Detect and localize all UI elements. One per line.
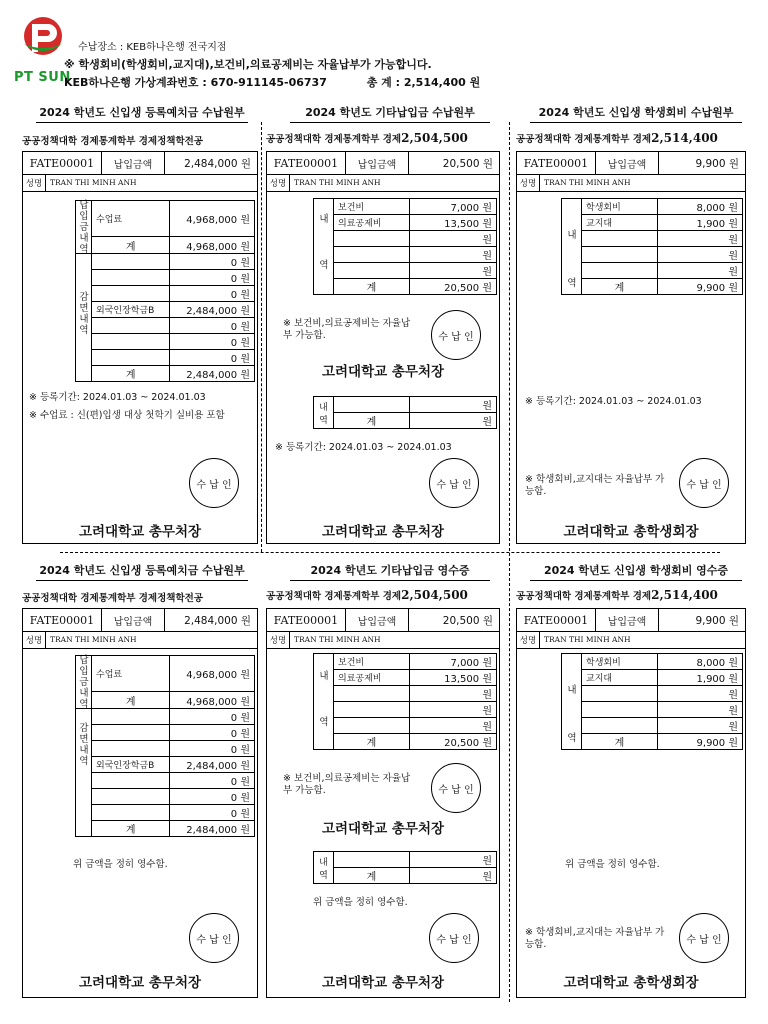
pay-label: 납입금액 — [346, 609, 409, 631]
cut-line-vertical — [509, 122, 510, 1002]
item-amount: 원 — [658, 231, 743, 247]
total-label: 계 — [334, 868, 410, 884]
table-row — [562, 734, 743, 750]
nae-label: 내 — [567, 685, 577, 696]
item-label: 의료공제비 — [334, 670, 410, 686]
period-note: ※ 등록기간: 2024.01.03 ~ 2024.01.03 — [275, 442, 452, 453]
department — [516, 131, 752, 145]
table-row — [562, 215, 743, 231]
item-label: 의료공제비 — [334, 215, 410, 231]
table-row — [314, 654, 497, 670]
name-row — [267, 174, 499, 192]
nae-label: 내 — [567, 230, 577, 241]
tuition-slip-box — [22, 151, 258, 544]
section-title: 2024 학년도 신입생 등록예치금 수납원부 — [36, 562, 248, 581]
total-label: 계 — [582, 279, 658, 295]
council-fees-table — [561, 198, 743, 295]
item-amount: 13,500 원 — [410, 670, 497, 686]
table-row — [76, 709, 255, 725]
student-name: TRAN THI MINH ANH — [544, 178, 631, 187]
office-signature: 고려대학교 총학생회장 — [563, 975, 699, 991]
item-amount: 원 — [410, 263, 497, 279]
subtotal-label: 계 — [92, 237, 170, 254]
section-title: 2024 학년도 기타납입금 수납원부 — [290, 104, 490, 123]
total-label: 계 — [92, 821, 170, 837]
table-row — [76, 302, 255, 318]
napip-label: 납입금내역 — [79, 200, 89, 255]
name-label: 성명 — [23, 174, 46, 191]
table-row — [562, 247, 743, 263]
id-row — [517, 609, 745, 632]
section-title: 2024 학년도 신입생 학생회비 영수증 — [530, 562, 742, 581]
table-row — [562, 718, 743, 734]
department-total: 2,514,400 — [651, 588, 718, 602]
table-row — [314, 852, 497, 868]
student-name: TRAN THI MINH ANH — [544, 635, 631, 644]
table-row — [314, 734, 497, 750]
table-row — [314, 279, 497, 295]
stamp: 수 납 인 — [189, 458, 239, 508]
department — [266, 131, 502, 145]
item-amount: 원 — [658, 686, 743, 702]
pay-label: 납입금액 — [596, 609, 659, 631]
subtotal-amount: 4,968,000 원 — [170, 692, 255, 709]
table-row — [76, 773, 255, 789]
student-name: TRAN THI MINH ANH — [50, 178, 137, 187]
department — [266, 588, 502, 602]
item-amount: 0 원 — [170, 254, 255, 270]
table-row — [562, 199, 743, 215]
total-amount: 2,484,000 원 — [170, 821, 255, 837]
item-amount: 0 원 — [170, 741, 255, 757]
table-row — [562, 231, 743, 247]
name-label: 성명 — [517, 174, 540, 191]
department — [516, 588, 752, 602]
item-amount: 0 원 — [170, 270, 255, 286]
stamp: 수 납 인 — [189, 913, 239, 963]
yeok-label: 역 — [319, 717, 329, 728]
name-row — [23, 174, 257, 192]
item-amount: 2,484,000 원 — [170, 302, 255, 318]
student-council-receipt-box — [516, 608, 746, 998]
section-title: 2024 학년도 신입생 학생회비 수납원부 — [530, 104, 742, 123]
name-row — [23, 631, 257, 649]
item-label: 교지대 — [582, 215, 658, 231]
other-fees-table — [313, 198, 497, 295]
student-id: FATE00001 — [23, 152, 102, 174]
table-row — [314, 231, 497, 247]
item-amount: 0 원 — [170, 805, 255, 821]
item-amount: 1,900 원 — [658, 670, 743, 686]
item-label: 교지대 — [582, 670, 658, 686]
stamp: 수 납 인 — [431, 763, 481, 813]
nae-label: 내 — [319, 214, 329, 225]
item-amount: 1,900 원 — [658, 215, 743, 231]
logo-text: PT SUN — [14, 70, 71, 85]
id-row — [267, 152, 499, 175]
item-amount: 0 원 — [170, 773, 255, 789]
table-row — [314, 199, 497, 215]
item-amount: 원 — [410, 247, 497, 263]
table-row — [314, 686, 497, 702]
total-amount: 9,900 원 — [658, 734, 743, 750]
table-row — [314, 413, 497, 429]
item-amount: 0 원 — [170, 789, 255, 805]
table-row — [562, 702, 743, 718]
total-amount: 20,500 원 — [410, 279, 497, 295]
gamyeon-label: 감면내역 — [79, 292, 89, 336]
optional-note: ※ 보건비,의료공제비는 자율납부 가능함. — [283, 318, 411, 341]
other-fees-slip-box — [266, 151, 500, 544]
item-amount: 0 원 — [170, 350, 255, 366]
pt-sun-logo-icon — [18, 14, 68, 58]
stamp: 수 납 인 — [429, 458, 479, 508]
table-row — [76, 350, 255, 366]
table-row — [314, 702, 497, 718]
tuition-items-table — [75, 200, 255, 382]
yeok-label: 역 — [567, 733, 577, 744]
other-fees-table — [313, 653, 497, 750]
receipt-text: 위 금액을 정히 영수함. — [73, 859, 168, 870]
id-row — [517, 152, 745, 175]
office-signature: 고려대학교 총무처장 — [321, 364, 445, 380]
item-amount: 4,968,000 원 — [170, 656, 255, 692]
name-label: 성명 — [267, 631, 290, 648]
table-row — [562, 279, 743, 295]
department: 공공정책대학 경제통계학부 경제정책학전공 — [22, 136, 203, 147]
name-label: 성명 — [517, 631, 540, 648]
item-label: 외국인장학금B — [92, 302, 170, 318]
table-row — [76, 366, 255, 382]
stamp: 수 납 인 — [679, 458, 729, 508]
item-amount: 원 — [410, 413, 497, 429]
table-row — [562, 686, 743, 702]
table-row — [76, 789, 255, 805]
stamp: 수 납 인 — [679, 913, 729, 963]
table-row — [76, 201, 255, 237]
item-label: 보건비 — [334, 654, 410, 670]
office-signature: 고려대학교 총학생회장 — [563, 524, 699, 540]
office-signature: 고려대학교 총무처장 — [78, 524, 202, 540]
stamp: 수 납 인 — [431, 310, 481, 360]
pay-amount: 2,484,000 원 — [184, 614, 251, 627]
department-name: 공공정책대학 경제통계학부 경제 — [266, 134, 402, 145]
item-amount: 원 — [658, 247, 743, 263]
total-label: 계 — [582, 734, 658, 750]
item-amount: 원 — [410, 702, 497, 718]
department: 공공정책대학 경제통계학부 경제정책학전공 — [22, 593, 203, 604]
department-total: 2,504,500 — [401, 131, 468, 145]
table-row — [76, 318, 255, 334]
item-amount: 원 — [410, 868, 497, 884]
student-id: FATE00001 — [267, 609, 346, 631]
department-total: 2,504,500 — [401, 588, 468, 602]
naeyeok-label: 내 역 — [314, 852, 334, 884]
name-row — [267, 631, 499, 649]
id-row — [267, 609, 499, 632]
office-signature: 고려대학교 총무처장 — [321, 821, 445, 837]
student-name: TRAN THI MINH ANH — [50, 635, 137, 644]
student-id: FATE00001 — [23, 609, 102, 631]
pay-label: 납입금액 — [102, 609, 165, 631]
student-name: TRAN THI MINH ANH — [294, 178, 381, 187]
student-name: TRAN THI MINH ANH — [294, 635, 381, 644]
table-row — [76, 741, 255, 757]
item-amount: 13,500 원 — [410, 215, 497, 231]
section-title: 2024 학년도 신입생 등록예치금 수납원부 — [36, 104, 248, 123]
subtotal-amount: 4,968,000 원 — [170, 237, 255, 254]
item-amount: 0 원 — [170, 709, 255, 725]
office-signature: 고려대학교 총무처장 — [78, 975, 202, 991]
name-label: 성명 — [23, 631, 46, 648]
gamyeon-label: 감면내역 — [79, 723, 89, 767]
yeok-label: 역 — [567, 278, 577, 289]
table-row — [562, 654, 743, 670]
table-row — [76, 757, 255, 773]
item-amount: 4,968,000 원 — [170, 201, 255, 237]
total-label: 계 — [92, 366, 170, 382]
pay-amount: 9,900 원 — [695, 614, 739, 627]
table-row — [562, 263, 743, 279]
pay-label: 납입금액 — [346, 152, 409, 174]
table-row — [76, 334, 255, 350]
table-row — [314, 247, 497, 263]
period-note: ※ 등록기간: 2024.01.03 ~ 2024.01.03 — [29, 392, 206, 403]
subtotal-label: 계 — [92, 692, 170, 709]
table-row — [76, 270, 255, 286]
table-row — [76, 656, 255, 692]
department-total: 2,514,400 — [651, 131, 718, 145]
item-label: 수업료 — [92, 656, 170, 692]
name-row — [517, 174, 745, 192]
payment-location: 수납장소 : KEB하나은행 전국지점 — [78, 42, 227, 53]
student-id: FATE00001 — [517, 609, 596, 631]
table-row — [76, 725, 255, 741]
optional-note: ※ 학생회비,교지대는 자율납부 가능함. — [525, 927, 665, 950]
misc-table — [313, 851, 497, 884]
pay-amount: 2,484,000 원 — [184, 157, 251, 170]
table-row — [76, 237, 255, 254]
stamp: 수 납 인 — [429, 913, 479, 963]
item-label: 수업료 — [92, 201, 170, 237]
table-row — [314, 397, 497, 413]
pay-amount: 9,900 원 — [695, 157, 739, 170]
student-council-slip-box — [516, 151, 746, 544]
table-row — [76, 805, 255, 821]
table-row — [314, 215, 497, 231]
item-amount: 원 — [410, 686, 497, 702]
pay-label: 납입금액 — [102, 152, 165, 174]
table-row — [76, 286, 255, 302]
table-row — [314, 718, 497, 734]
department-name: 공공정책대학 경제통계학부 경제 — [516, 134, 652, 145]
napip-label: 납입금내역 — [79, 655, 89, 710]
item-label: 보건비 — [334, 199, 410, 215]
item-amount: 7,000 원 — [410, 199, 497, 215]
tuition-note: ※ 수업료 : 신(편)입생 대상 첫학기 실비용 포함 — [29, 410, 225, 421]
name-label: 성명 — [267, 174, 290, 191]
table-row — [314, 868, 497, 884]
cut-line-vertical — [261, 122, 262, 552]
council-fees-table — [561, 653, 743, 750]
item-label: 학생회비 — [582, 199, 658, 215]
cut-line-horizontal — [60, 552, 720, 553]
total-amount: 2,484,000 원 — [170, 366, 255, 382]
item-amount: 원 — [658, 263, 743, 279]
pay-label: 납입금액 — [596, 152, 659, 174]
period-note: ※ 등록기간: 2024.01.03 ~ 2024.01.03 — [525, 396, 702, 407]
item-amount: 7,000 원 — [410, 654, 497, 670]
optional-note: ※ 보건비,의료공제비는 자율납부 가능함. — [283, 773, 411, 796]
table-row — [76, 821, 255, 837]
optional-note: ※ 학생회비,교지대는 자율납부 가능함. — [525, 474, 665, 497]
total-label: 계 — [334, 734, 410, 750]
item-amount: 8,000 원 — [658, 654, 743, 670]
pay-amount: 20,500 원 — [442, 157, 493, 170]
receipt-text: 위 금액을 정히 영수함. — [565, 859, 660, 870]
item-amount: 0 원 — [170, 725, 255, 741]
item-amount: 0 원 — [170, 286, 255, 302]
page-header — [0, 0, 768, 100]
virtual-account: KEB하나은행 가상계좌번호 : 670-911145-06737 — [64, 76, 327, 89]
section-title: 2024 학년도 기타납입금 영수증 — [290, 562, 490, 581]
office-signature: 고려대학교 총무처장 — [321, 975, 445, 991]
item-amount: 0 원 — [170, 318, 255, 334]
id-row — [23, 152, 257, 175]
grand-total: 총 계 : 2,514,400 원 — [366, 76, 481, 89]
item-label: 외국인장학금B — [92, 757, 170, 773]
item-amount: 원 — [410, 718, 497, 734]
item-amount: 원 — [410, 397, 497, 413]
naeyeok-label: 내 역 — [314, 397, 334, 429]
id-row — [23, 609, 257, 632]
tuition-items-table — [75, 655, 255, 837]
table-row — [314, 263, 497, 279]
table-row — [76, 254, 255, 270]
table-row — [314, 670, 497, 686]
department-name: 공공정책대학 경제통계학부 경제 — [516, 591, 652, 602]
department-name: 공공정책대학 경제통계학부 경제 — [266, 591, 402, 602]
table-row — [562, 670, 743, 686]
office-signature: 고려대학교 총무처장 — [321, 524, 445, 540]
item-amount: 8,000 원 — [658, 199, 743, 215]
student-id: FATE00001 — [267, 152, 346, 174]
pay-amount: 20,500 원 — [442, 614, 493, 627]
item-label: 학생회비 — [582, 654, 658, 670]
other-fees-receipt-box — [266, 608, 500, 998]
receipt-text: 위 금액을 정히 영수함. — [313, 897, 408, 908]
misc-table — [313, 396, 497, 429]
name-row — [517, 631, 745, 649]
total-label: 계 — [334, 279, 410, 295]
item-amount: 0 원 — [170, 334, 255, 350]
item-amount: 원 — [410, 231, 497, 247]
total-label: 계 — [334, 413, 410, 429]
tuition-receipt-box — [22, 608, 258, 998]
student-id: FATE00001 — [517, 152, 596, 174]
item-amount: 원 — [658, 718, 743, 734]
yeok-label: 역 — [319, 260, 329, 271]
item-amount: 원 — [658, 702, 743, 718]
item-amount: 원 — [410, 852, 497, 868]
total-amount: 20,500 원 — [410, 734, 497, 750]
item-amount: 2,484,000 원 — [170, 757, 255, 773]
optional-fee-notice: ※ 학생회비(학생회비,교지대),보건비,의료공제비는 자율납부가 가능합니다. — [64, 58, 432, 71]
total-amount: 9,900 원 — [658, 279, 743, 295]
table-row — [76, 692, 255, 709]
nae-label: 내 — [319, 671, 329, 682]
virtual-account-line — [64, 74, 480, 90]
